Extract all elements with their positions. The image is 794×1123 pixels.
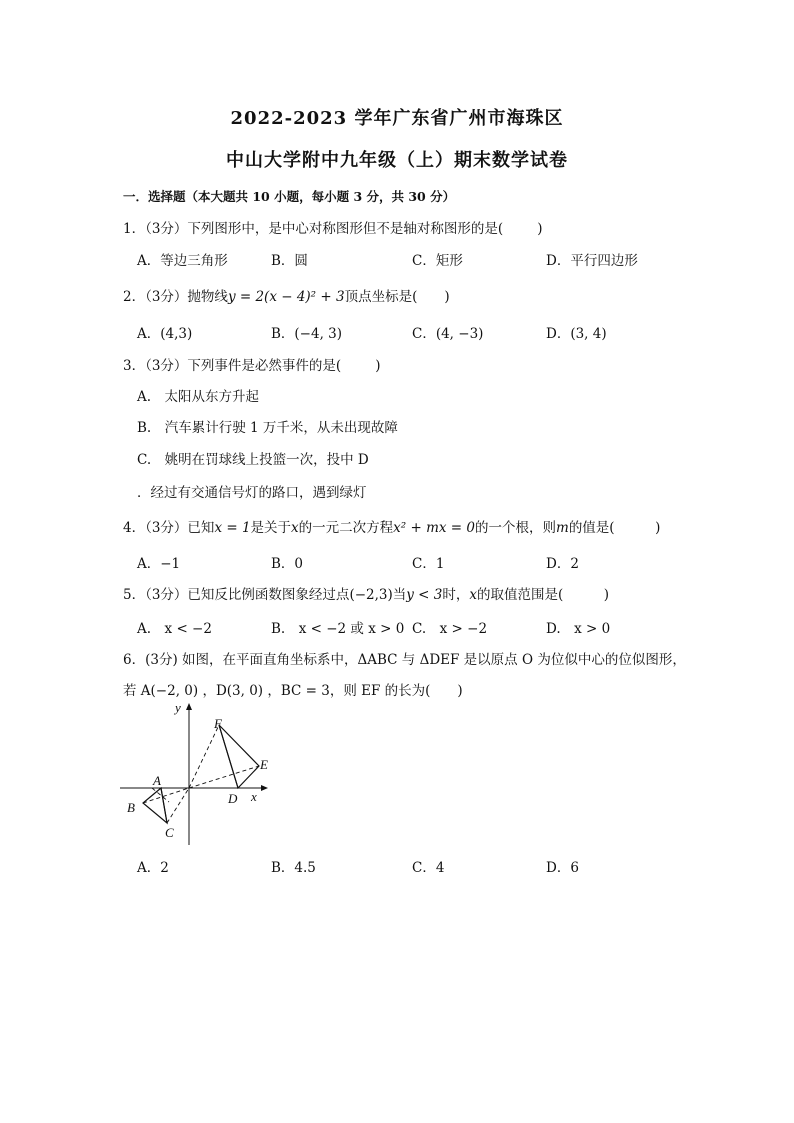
q6-option-d: D．6 bbox=[546, 860, 579, 876]
q4-formula1: x = 1 bbox=[214, 520, 251, 536]
label-y: y bbox=[175, 700, 181, 715]
q5-stem-pre: 5．（3分）已知反比例函数图象经过点 bbox=[123, 587, 350, 603]
q3-option-c: C. 姚明在罚球线上投篮一次，投中 D bbox=[137, 452, 369, 468]
triangle-def bbox=[219, 725, 259, 788]
segment-ac bbox=[161, 788, 167, 823]
q1-option-b: B．圆 bbox=[271, 253, 308, 269]
label-f: F bbox=[214, 716, 222, 731]
q5-mid1: 当 bbox=[392, 587, 407, 603]
q2-stem-pre: 2．（3分）抛物线 bbox=[123, 289, 228, 305]
q6-option-c: C．4 bbox=[412, 860, 445, 876]
q4-stem-post: 的值是( ) bbox=[568, 520, 661, 536]
q5-option-c: C. x > −2 bbox=[412, 621, 488, 637]
question-4-stem bbox=[123, 516, 660, 536]
similar-triangles-figure bbox=[115, 700, 285, 850]
q4-option-b: B．0 bbox=[271, 556, 304, 572]
q3-option-a: A. 太阳从东方升起 bbox=[137, 389, 260, 405]
q1-option-a: A．等边三角形 bbox=[137, 253, 228, 269]
question-2-stem bbox=[123, 285, 450, 305]
label-b: B bbox=[127, 800, 135, 815]
label-d: D bbox=[228, 791, 238, 806]
q5-option-b: B. x < −2 或 x > 0 bbox=[271, 621, 405, 637]
q2-option-b: B．(−4, 3) bbox=[271, 326, 343, 342]
q1-stem-post: ) bbox=[537, 221, 543, 237]
q5-stem-post: 的取值范围是( ) bbox=[477, 587, 610, 603]
q2-stem-post: 顶点坐标是( ) bbox=[344, 289, 450, 305]
q4-option-a: A．−1 bbox=[137, 556, 181, 572]
question-6-stem-line1: 6．(3分) 如图，在平面直角坐标系中，ΔABC 与 ΔDEF 是以原点 O 为位似中心的位似图形， bbox=[123, 652, 686, 668]
q4-var: x bbox=[291, 520, 299, 536]
q4-var2: m bbox=[556, 520, 569, 536]
q4-mid2: 的一元二次方程 bbox=[298, 520, 394, 536]
triangle-abc bbox=[143, 788, 167, 823]
q4-option-d: D．2 bbox=[546, 556, 579, 572]
question-5-stem bbox=[123, 583, 609, 603]
q3-option-d: ．经过有交通信号灯的路口，遇到绿灯 bbox=[137, 485, 367, 501]
label-x: x bbox=[251, 789, 257, 804]
question-6-stem-line2: 若 A(−2, 0) ，D(3, 0) ，BC = 3，则 EF 的长为( ) bbox=[123, 683, 463, 699]
q5-mid2: 时， bbox=[442, 587, 470, 603]
q2-formula: y = 2(x − 4)² + 3 bbox=[227, 289, 345, 305]
q1-stem-pre: 1．（3分）下列图形中，是中心对称图形但不是轴对称图形的是( bbox=[123, 221, 504, 237]
q4-stem-pre: 4．（3分）已知 bbox=[123, 520, 215, 536]
section-heading: 一．选择题（本大题共 10 小题，每小题 3 分，共 30 分） bbox=[123, 189, 456, 204]
q4-option-c: C．1 bbox=[412, 556, 445, 572]
q5-point: (−2,3) bbox=[349, 587, 393, 603]
q2-option-a: A．(4,3) bbox=[137, 326, 193, 342]
exam-title-line2: 中山大学附中九年级（上）期末数学试卷 bbox=[226, 150, 568, 171]
label-a: A bbox=[153, 773, 161, 788]
q5-var: x bbox=[469, 587, 478, 603]
q3-stem-post: ) bbox=[375, 358, 381, 374]
q3-option-b: B. 汽车累计行驶 1 万千米，从未出现故障 bbox=[137, 420, 398, 436]
question-3-stem bbox=[123, 354, 380, 374]
q3-stem-pre: 3．（3分）下列事件是必然事件的是( bbox=[123, 358, 342, 374]
q2-option-d: D．(3, 4) bbox=[546, 326, 607, 342]
q1-option-d: D．平行四边形 bbox=[546, 253, 638, 269]
q5-option-d: D. x > 0 bbox=[546, 621, 611, 637]
q6-option-b: B．4.5 bbox=[271, 860, 316, 876]
q6-option-a: A．2 bbox=[137, 860, 169, 876]
q4-mid3: 的一个根，则 bbox=[475, 520, 556, 536]
exam-title-line1: 2022-2023 学年广东省广州市海珠区 bbox=[230, 108, 564, 129]
q5-option-a: A. x < −2 bbox=[137, 621, 212, 637]
q4-formula2: x² + mx = 0 bbox=[393, 520, 475, 536]
label-e: E bbox=[260, 757, 268, 772]
q2-option-c: C．(4, −3) bbox=[412, 326, 484, 342]
label-c: C bbox=[165, 825, 174, 840]
question-1-stem bbox=[123, 217, 542, 237]
q4-mid1: 是关于 bbox=[250, 520, 292, 536]
q5-cond: y < 3 bbox=[406, 587, 443, 603]
q1-option-c: C．矩形 bbox=[412, 253, 463, 269]
